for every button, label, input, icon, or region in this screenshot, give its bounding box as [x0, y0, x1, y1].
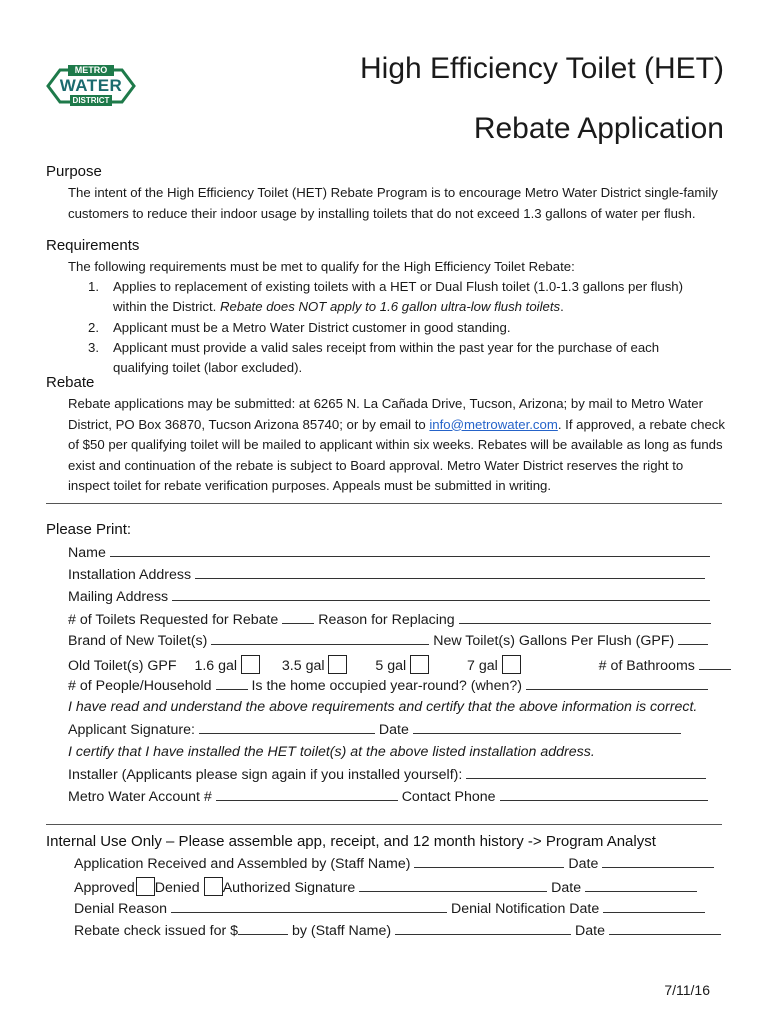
new-gpf-label: New Toilet(s) Gallons Per Flush (GPF) [433, 633, 675, 649]
requirement-number: 3. [88, 340, 99, 355]
occupied-field[interactable] [526, 677, 708, 690]
logo-text-district: DISTRICT [72, 96, 110, 105]
denial-notification-field[interactable] [603, 900, 705, 913]
contact-phone-field[interactable] [500, 788, 708, 801]
page-title-line2: Rebate Application [473, 112, 724, 145]
people-label: # of People/Household [68, 678, 212, 694]
rebate-check-row [74, 922, 721, 939]
denial-row [74, 900, 705, 917]
toilets-requested-field[interactable] [282, 611, 314, 624]
brand-label: Brand of New Toilet(s) [68, 633, 208, 649]
installation-address-label: Installation Address [68, 567, 192, 583]
mailing-address-row [68, 588, 710, 605]
people-occupied-row [68, 677, 708, 694]
applicant-signature-row [68, 721, 681, 738]
bathrooms-field[interactable] [699, 657, 731, 670]
mailing-address-label: Mailing Address [68, 589, 169, 605]
section-divider [46, 503, 722, 504]
account-label: Metro Water Account # [68, 789, 212, 805]
reason-field[interactable] [459, 611, 711, 624]
certify-install-statement: I certify that I have installed the HET toilet(s) at the above listed installation address. [68, 744, 595, 760]
logo-text-metro: METRO [74, 65, 108, 75]
requirement-number: 2. [88, 320, 99, 335]
option-5-gal-label: 5 gal [375, 658, 407, 674]
received-row [74, 855, 714, 872]
authorized-signature-field[interactable] [359, 879, 547, 892]
requirements-heading: Requirements [46, 237, 140, 254]
requirements-intro: The following requirements must be met to qualify for the High Efficiency Toilet Rebate: [68, 259, 575, 274]
rebate-text-before: Rebate applications may be submitted: at 6265 N. La Cañada Drive, Tucson, Arizona; by mail to Metro Water District, PO Box 36870, Tucson Arizona 85740; or by email to [68, 396, 704, 432]
option-1-6-gal-label: 1.6 gal [194, 658, 238, 674]
option-7-gal-checkbox[interactable] [502, 655, 521, 674]
rebate-amount-field[interactable] [238, 922, 288, 935]
option-3-5-gal-checkbox[interactable] [328, 655, 347, 674]
section-divider [46, 824, 722, 825]
rebate-text-after: . If approved, a rebate check of $50 per qualifying toilet will be mailed to applicant within six weeks. Rebates will be available as long as funds exist and continuation of the rebate is subject to Board approval. Metro Water District reserves the right to inspect toilet for rebate verification purposes. Appeals must be submitted in writing. [68, 416, 725, 493]
bathrooms-label: # of Bathrooms [598, 658, 695, 674]
applicant-date-label: Date [378, 722, 409, 738]
mailing-address-field[interactable] [172, 588, 710, 601]
installer-label: Installer (Applicants please sign again if you installed yourself): [68, 767, 463, 783]
people-field[interactable] [216, 677, 248, 690]
denied-label: Denied [154, 880, 200, 896]
option-3-5-gal-label: 3.5 gal [281, 658, 325, 674]
page-title-line1: High Efficiency Toilet (HET) [359, 52, 724, 85]
name-row [68, 544, 710, 561]
applicant-date-field[interactable] [413, 721, 681, 734]
by-staff-label: by (Staff Name) [292, 923, 392, 939]
requirement-text: Applicant must provide a valid sales receipt from within the past year for the purchase of each qualifying toilet (labor excluded). [113, 340, 660, 375]
received-date-field[interactable] [602, 855, 714, 868]
installation-address-field[interactable] [195, 566, 705, 579]
brand-gpf-row [68, 632, 708, 649]
installation-address-row [68, 566, 705, 583]
rebate-date-field[interactable] [609, 922, 721, 935]
internal-use-heading: Internal Use Only – Please assemble app, receipt, and 12 month history -> Program Analyst [46, 833, 656, 850]
brand-field[interactable] [211, 632, 429, 645]
received-staff-field[interactable] [414, 855, 564, 868]
account-field[interactable] [216, 788, 398, 801]
email-link[interactable]: info@metrowater.com [429, 416, 558, 432]
requirement-item-2 [88, 318, 708, 338]
requirement-text: Applies to replacement of existing toilets with a HET or Dual Flush toilet (1.0-1.3 gallons per flush) within the District. [113, 279, 684, 314]
rebate-date-label: Date [575, 923, 605, 939]
approval-date-label: Date [551, 880, 582, 896]
applicant-signature-label: Applicant Signature: [68, 722, 195, 738]
installer-signature-field[interactable] [466, 766, 706, 779]
requirement-italic: Rebate does NOT apply to 1.6 gallon ultra-low flush toilets [220, 299, 561, 314]
approved-label: Approved [74, 880, 135, 896]
logo-text-water: WATER [59, 76, 123, 95]
requirement-number: 1. [88, 279, 99, 294]
requirement-after: . [560, 299, 564, 314]
occupied-label: Is the home occupied year-round? (when?) [251, 678, 522, 694]
denial-reason-field[interactable] [171, 900, 447, 913]
certify-read-statement: I have read and understand the above requirements and certify that the above information is correct. [68, 699, 698, 715]
approval-row [74, 877, 697, 896]
requirement-item-3 [88, 338, 708, 378]
requirement-text: Applicant must be a Metro Water District customer in good standing. [113, 320, 511, 335]
rebate-heading: Rebate [46, 374, 95, 391]
approval-date-field[interactable] [585, 879, 697, 892]
old-gpf-label: Old Toilet(s) GPF [68, 658, 177, 674]
option-7-gal-label: 7 gal [467, 658, 498, 674]
applicant-signature-field[interactable] [199, 721, 375, 734]
denied-checkbox[interactable] [204, 877, 223, 896]
purpose-text: The intent of the High Efficiency Toilet (HET) Rebate Program is to encourage Metro Water District single-family customers to reduce their indoor usage by installing toilets that do not exceed 1.3 gallons of water per flush. [68, 185, 718, 221]
old-gpf-row [68, 655, 731, 674]
requirement-item-1 [88, 277, 708, 317]
toilets-requested-label: # of Toilets Requested for Rebate [68, 612, 279, 628]
rebate-staff-field[interactable] [395, 922, 571, 935]
name-label: Name [68, 545, 106, 561]
name-field[interactable] [110, 544, 710, 557]
option-5-gal-checkbox[interactable] [410, 655, 429, 674]
form-heading: Please Print: [46, 521, 132, 538]
purpose-heading: Purpose [46, 163, 102, 180]
denial-reason-label: Denial Reason [74, 901, 168, 917]
metro-water-logo [46, 62, 136, 108]
toilets-reason-row [68, 611, 711, 628]
denial-notification-label: Denial Notification Date [450, 901, 600, 917]
received-label: Application Received and Assembled by (Staff Name) [74, 856, 411, 872]
contact-phone-label: Contact Phone [401, 789, 496, 805]
account-phone-row [68, 788, 708, 805]
new-gpf-field[interactable] [678, 632, 708, 645]
approved-checkbox[interactable] [136, 877, 155, 896]
installer-row [68, 766, 706, 783]
rebate-text [68, 394, 728, 497]
reason-label: Reason for Replacing [318, 612, 455, 628]
footer-date: 7/11/16 [664, 982, 710, 998]
option-1-6-gal-checkbox[interactable] [241, 655, 260, 674]
rebate-check-label: Rebate check issued for $ [74, 923, 239, 939]
received-date-label: Date [568, 856, 599, 872]
authorized-signature-label: Authorized Signature [222, 880, 356, 896]
